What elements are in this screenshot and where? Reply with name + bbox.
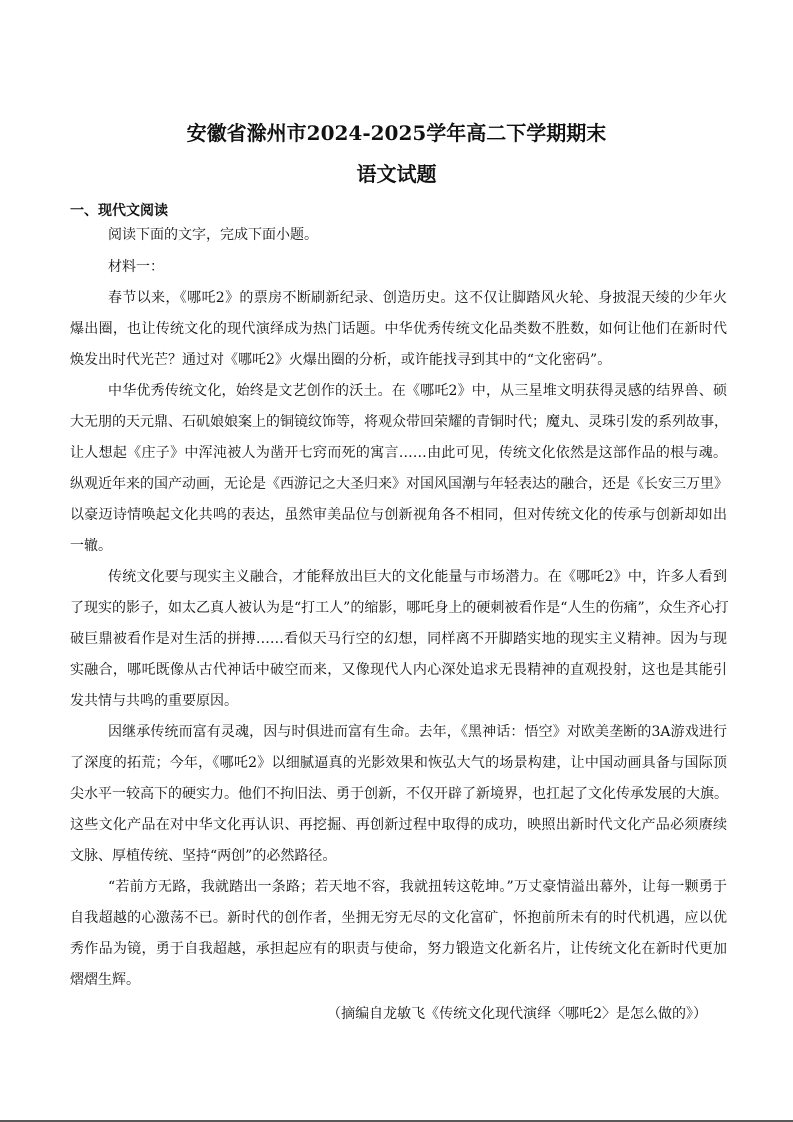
paragraph-line: 实融合，哪吒既像从古代神话中破空而来，又像现代人内心深处追求无畏精神的直观投射，这也是其能引 [70, 662, 727, 678]
paragraph-line: 让人想起《庄子》中浑沌被人为凿开七窍而死的寓言……由此可见，传统文化依然是这部作品的根与魂。 [70, 445, 727, 461]
document-subtitle: 语文试题 [356, 162, 437, 186]
paragraph-line: 以豪迈诗情唤起文化共鸣的表达，虽然审美品位与创新视角各不相同，但对传统文化的传承与创新却如出 [70, 507, 727, 523]
paragraph-line: 秀作品为镜，勇于自我超越，承担起应有的职责与使命，努力锻造文化新名片，让传统文化在新时代更加 [70, 941, 727, 957]
paragraph-line: 一辙。 [70, 538, 112, 554]
paragraph-line: 大无朋的天元鼎、石矶娘娘案上的铜镜纹饰等，将观众带回荣耀的青铜时代；魔丸、灵珠引发的系列故事， [70, 414, 728, 430]
section-heading: 一、现代文阅读 [70, 203, 168, 219]
paragraph-line: 焕发出时代光芒？通过对《哪吒2》火爆出圈的分析，或许能找寻到其中的“文化密码”。 [70, 352, 612, 368]
paragraph-line: 纵观近年来的国产动画，无论是《西游记之大圣归来》对国风国潮与年轻表达的融合，还是《长安三万里》 [70, 476, 728, 492]
paragraph-line: 了深度的拓荒；今年，《哪吒2》以细腻逼真的光影效果和恢弘大气的场景构建，让中国动画具备与国际顶 [70, 755, 727, 771]
paragraph-line: 破巨鼎被看作是对生活的拼搏……看似天马行空的幻想，同样离不开脚踏实地的现实主义精神。因为与现 [70, 631, 727, 647]
source-citation: （摘编自龙敏飞《传统文化现代演绎〈哪吒2〉是怎么做的》） [327, 1006, 707, 1022]
paragraph-line: 春节以来，《哪吒2》的票房不断刷新纪录、创造历史。这不仅让脚踏风火轮、身披混天绫的少年火 [108, 290, 727, 306]
paragraph-line: 了现实的影子，如太乙真人被认为是“打工人”的缩影，哪吒身上的硬刺被看作是“人生的伤痛”，众生齐心打 [70, 600, 729, 616]
paragraph-line: 传统文化要与现实主义融合，才能释放出巨大的文化能量与市场潜力。在《哪吒2》中，许多人看到 [108, 569, 727, 585]
paragraph-line: 因继承传统而富有灵魂，因与时俱进而富有生命。去年，《黑神话：悟空》对欧美垄断的3A游戏进行 [108, 724, 727, 740]
paragraph-line: 文脉、厚植传统、坚持“两创”的必然路径。 [70, 848, 337, 864]
paragraph-line: 发共情与共鸣的重要原因。 [70, 693, 238, 709]
paragraph-line: “若前方无路，我就踏出一条路；若天地不容，我就扭转这乾坤。”万丈豪情溢出幕外，让每一颗勇于 [108, 879, 727, 895]
material-label: 材料一： [108, 259, 164, 275]
paragraph-line: 爆出圈，也让传统文化的现代演绎成为热门话题。中华优秀传统文化品类数不胜数，如何让他们在新时代 [70, 321, 727, 337]
paragraph-line: 熠熠生辉。 [70, 972, 140, 988]
paragraph-line: 中华优秀传统文化，始终是文艺创作的沃土。在《哪吒2》中，从三星堆文明获得灵感的结界兽、硕 [108, 383, 727, 399]
document-title: 安徽省滁州市2024-2025学年高二下学期期末 [186, 121, 607, 145]
paragraph-line: 尖水平一较高下的硬实力。他们不拘旧法、勇于创新，不仅开辟了新境界，也扛起了文化传承发展的大旗。 [70, 786, 728, 802]
paragraph-line: 这些文化产品在对中华文化再认识、再挖掘、再创新过程中取得的成功，映照出新时代文化产品必须赓续 [70, 817, 727, 833]
paragraph-line: 自我超越的心激荡不已。新时代的创作者，坐拥无穷无尽的文化富矿，怀抱前所未有的时代机遇，应以优 [70, 910, 727, 926]
reading-instruction: 阅读下面的文字，完成下面小题。 [108, 227, 318, 243]
